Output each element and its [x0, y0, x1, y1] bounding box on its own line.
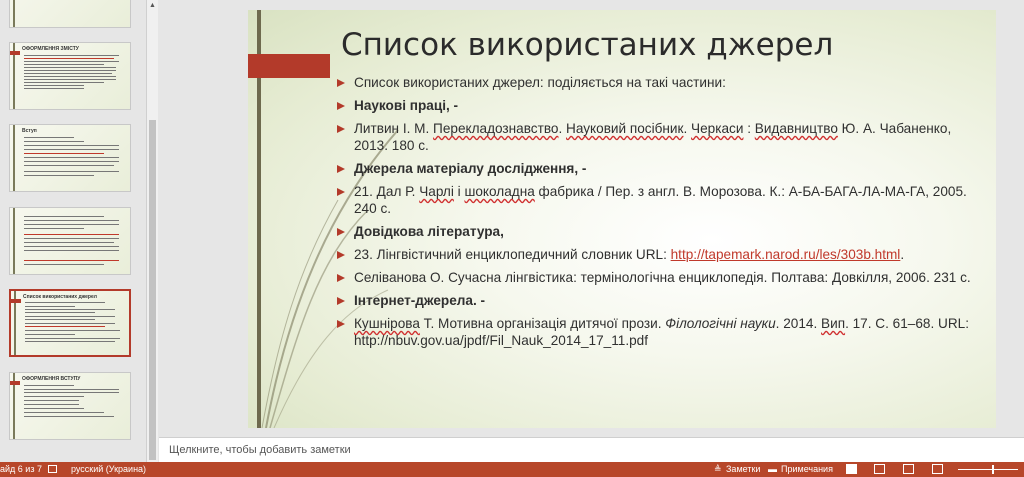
thumbnails-scrollbar[interactable]	[146, 0, 158, 462]
bullet-intro: Список використаних джерел: поділяється на такі частини:	[336, 74, 976, 91]
thumbnail-title: ОФОРМЛЕННЯ ЗМІСТУ	[22, 46, 79, 52]
bullet-heading: Джерела матеріалу дослідження, -	[336, 160, 976, 177]
notes-pane[interactable]	[159, 437, 1024, 462]
bullet-reference: 21. Дал Р. Чарлі і шоколадна фабрика / Пер. з англ. В. Морозова. К.: А-БА-БАГА-ЛА-МА-ГА, 2005. 240 с.	[336, 183, 976, 217]
bullet-reference: Кушнірова Т. Мотивна організація дитячої прози. Філологічні науки. 2014. Вип. 17. С. 61–68. URL: http://nbuv.gov.ua/jpdf/Fil_Nauk_2014_17_11.pdf	[336, 315, 976, 349]
slide-thumbnail[interactable]	[9, 124, 131, 192]
comments-toggle[interactable]: Примечания	[781, 464, 833, 474]
scrollbar-thumb[interactable]	[149, 120, 156, 460]
slide-content[interactable]	[336, 74, 976, 355]
slide-counter: айд 6 из 7	[0, 464, 42, 474]
thumbnail-title: Список використаних джерел	[23, 294, 97, 300]
bullet-heading: Наукові праці, -	[336, 97, 976, 114]
slide-accent-tag	[248, 54, 330, 78]
slide-editor[interactable]	[159, 0, 1024, 437]
status-bar	[0, 462, 1024, 477]
slide-thumbnail[interactable]	[9, 207, 131, 275]
slide-title[interactable]: Список використаних джерел	[341, 27, 834, 63]
comments-icon[interactable]: ▬	[768, 464, 777, 474]
zoom-slider-knob[interactable]	[992, 465, 994, 474]
spellcheck-icon[interactable]	[48, 465, 57, 473]
slide-thumbnail[interactable]	[9, 42, 131, 110]
bullet-heading: Інтернет-джерела. -	[336, 292, 976, 309]
slide-thumbnail[interactable]	[9, 372, 131, 440]
slide-sorter-view-icon[interactable]	[874, 464, 885, 474]
slideshow-view-icon[interactable]	[932, 464, 943, 474]
slide-thumbnail-selected[interactable]	[9, 289, 131, 357]
notes-icon[interactable]: ≜	[714, 464, 722, 474]
scroll-up-icon[interactable]: ▲	[149, 2, 156, 9]
bullet-reference: Литвин І. М. Перекладознавство. Науковий посібник. Черкаси : Видавництво Ю. А. Чабаненко, 2013. 180 с.	[336, 120, 976, 154]
bullet-reference: 23. Лінгвістичний енциклопедичний словник URL: http://tapemark.narod.ru/les/303b.html.	[336, 246, 976, 263]
reference-link[interactable]: http://tapemark.narod.ru/les/303b.html	[670, 247, 901, 262]
bullet-heading: Довідкова література,	[336, 223, 976, 240]
thumbnail-title: Вступ	[22, 128, 37, 134]
slide-thumbnail[interactable]	[9, 0, 131, 28]
notes-placeholder[interactable]: Щелкните, чтобы добавить заметки	[169, 444, 351, 456]
current-slide[interactable]	[248, 10, 996, 428]
reading-view-icon[interactable]	[903, 464, 914, 474]
slide-thumbnails-pane[interactable]	[0, 0, 145, 462]
notes-toggle[interactable]: Заметки	[726, 464, 761, 474]
bullet-reference: Селіванова О. Сучасна лінгвістика: термінологічна енциклопедія. Полтава: Довкілля, 2006. 231 с.	[336, 269, 976, 286]
zoom-slider[interactable]	[958, 469, 1018, 470]
thumbnail-title: ОФОРМЛЕННЯ ВСТУПУ	[22, 376, 81, 382]
language-indicator[interactable]: русский (Украина)	[71, 464, 147, 474]
normal-view-button[interactable]	[846, 464, 857, 474]
